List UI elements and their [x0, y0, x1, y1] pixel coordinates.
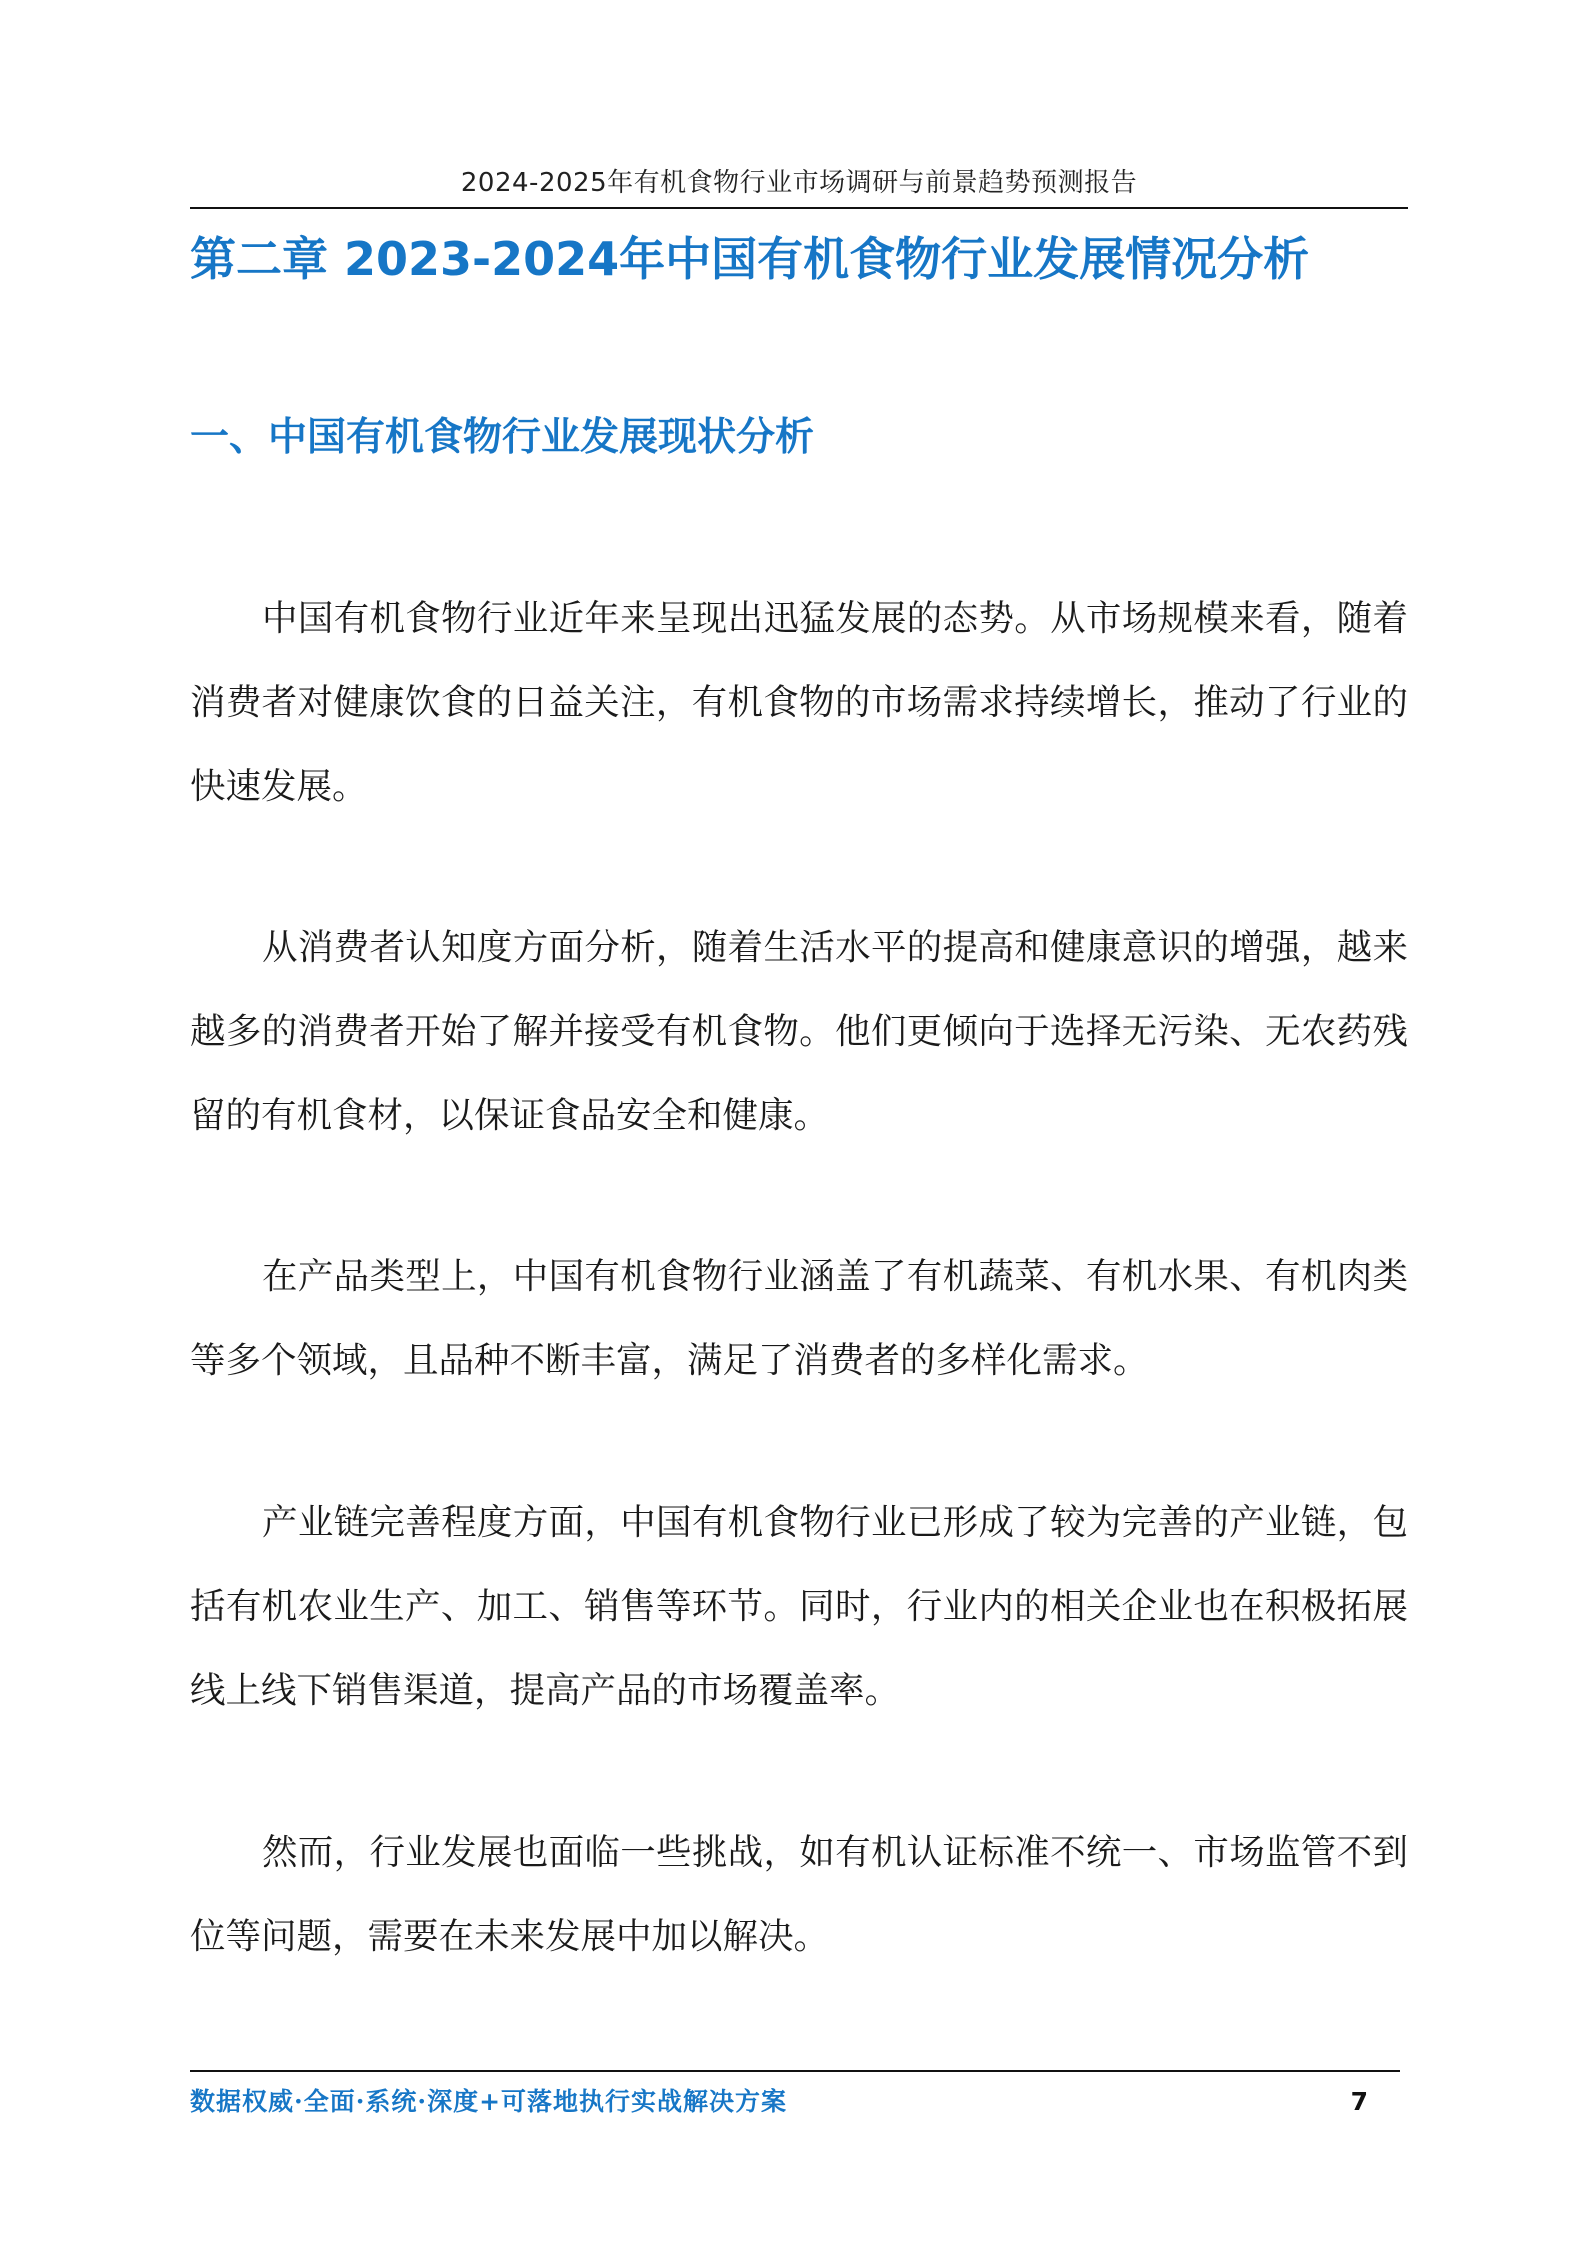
paragraph-product-types: 在产品类型上，中国有机食物行业涵盖了有机蔬菜、有机水果、有机肉类等多个领域，且品种不断丰富，满足了消费者的多样化需求。 [190, 1256, 1408, 1381]
header-divider [190, 207, 1408, 209]
paragraph-consumer-awareness: 从消费者认知度方面分析，随着生活水平的提高和健康意识的增强，越来越多的消费者开始了解并接受有机食物。他们更倾向于选择无污染、无农药残留的有机食材，以保证食品安全和健康。 [190, 927, 1408, 1136]
footer-divider [190, 2070, 1400, 2072]
paragraph-industry-chain: 产业链完善程度方面，中国有机食物行业已形成了较为完善的产业链，包括有机农业生产、加工、销售等环节。同时，行业内的相关企业也在积极拓展线上线下销售渠道，提高产品的市场覆盖率。 [190, 1502, 1408, 1711]
page-number: 7 [1350, 2087, 1368, 2116]
paragraph-challenges: 然而，行业发展也面临一些挑战，如有机认证标准不统一、市场监管不到位等问题，需要在未来发展中加以解决。 [190, 1832, 1408, 1957]
section-title: 一、中国有机食物行业发展现状分析 [190, 415, 815, 460]
footer-slogan: 数据权威·全面·系统·深度+可落地执行实战解决方案 [190, 2087, 788, 2116]
running-header: 2024-2025年有机食物行业市场调研与前景趋势预测报告 [460, 168, 1138, 198]
chapter-title: 第二章 2023-2024年中国有机食物行业发展情况分析 [190, 232, 1310, 286]
paragraph-market-overview: 中国有机食物行业近年来呈现出迅猛发展的态势。从市场规模来看，随着消费者对健康饮食的日益关注，有机食物的市场需求持续增长，推动了行业的快速发展。 [190, 598, 1408, 807]
